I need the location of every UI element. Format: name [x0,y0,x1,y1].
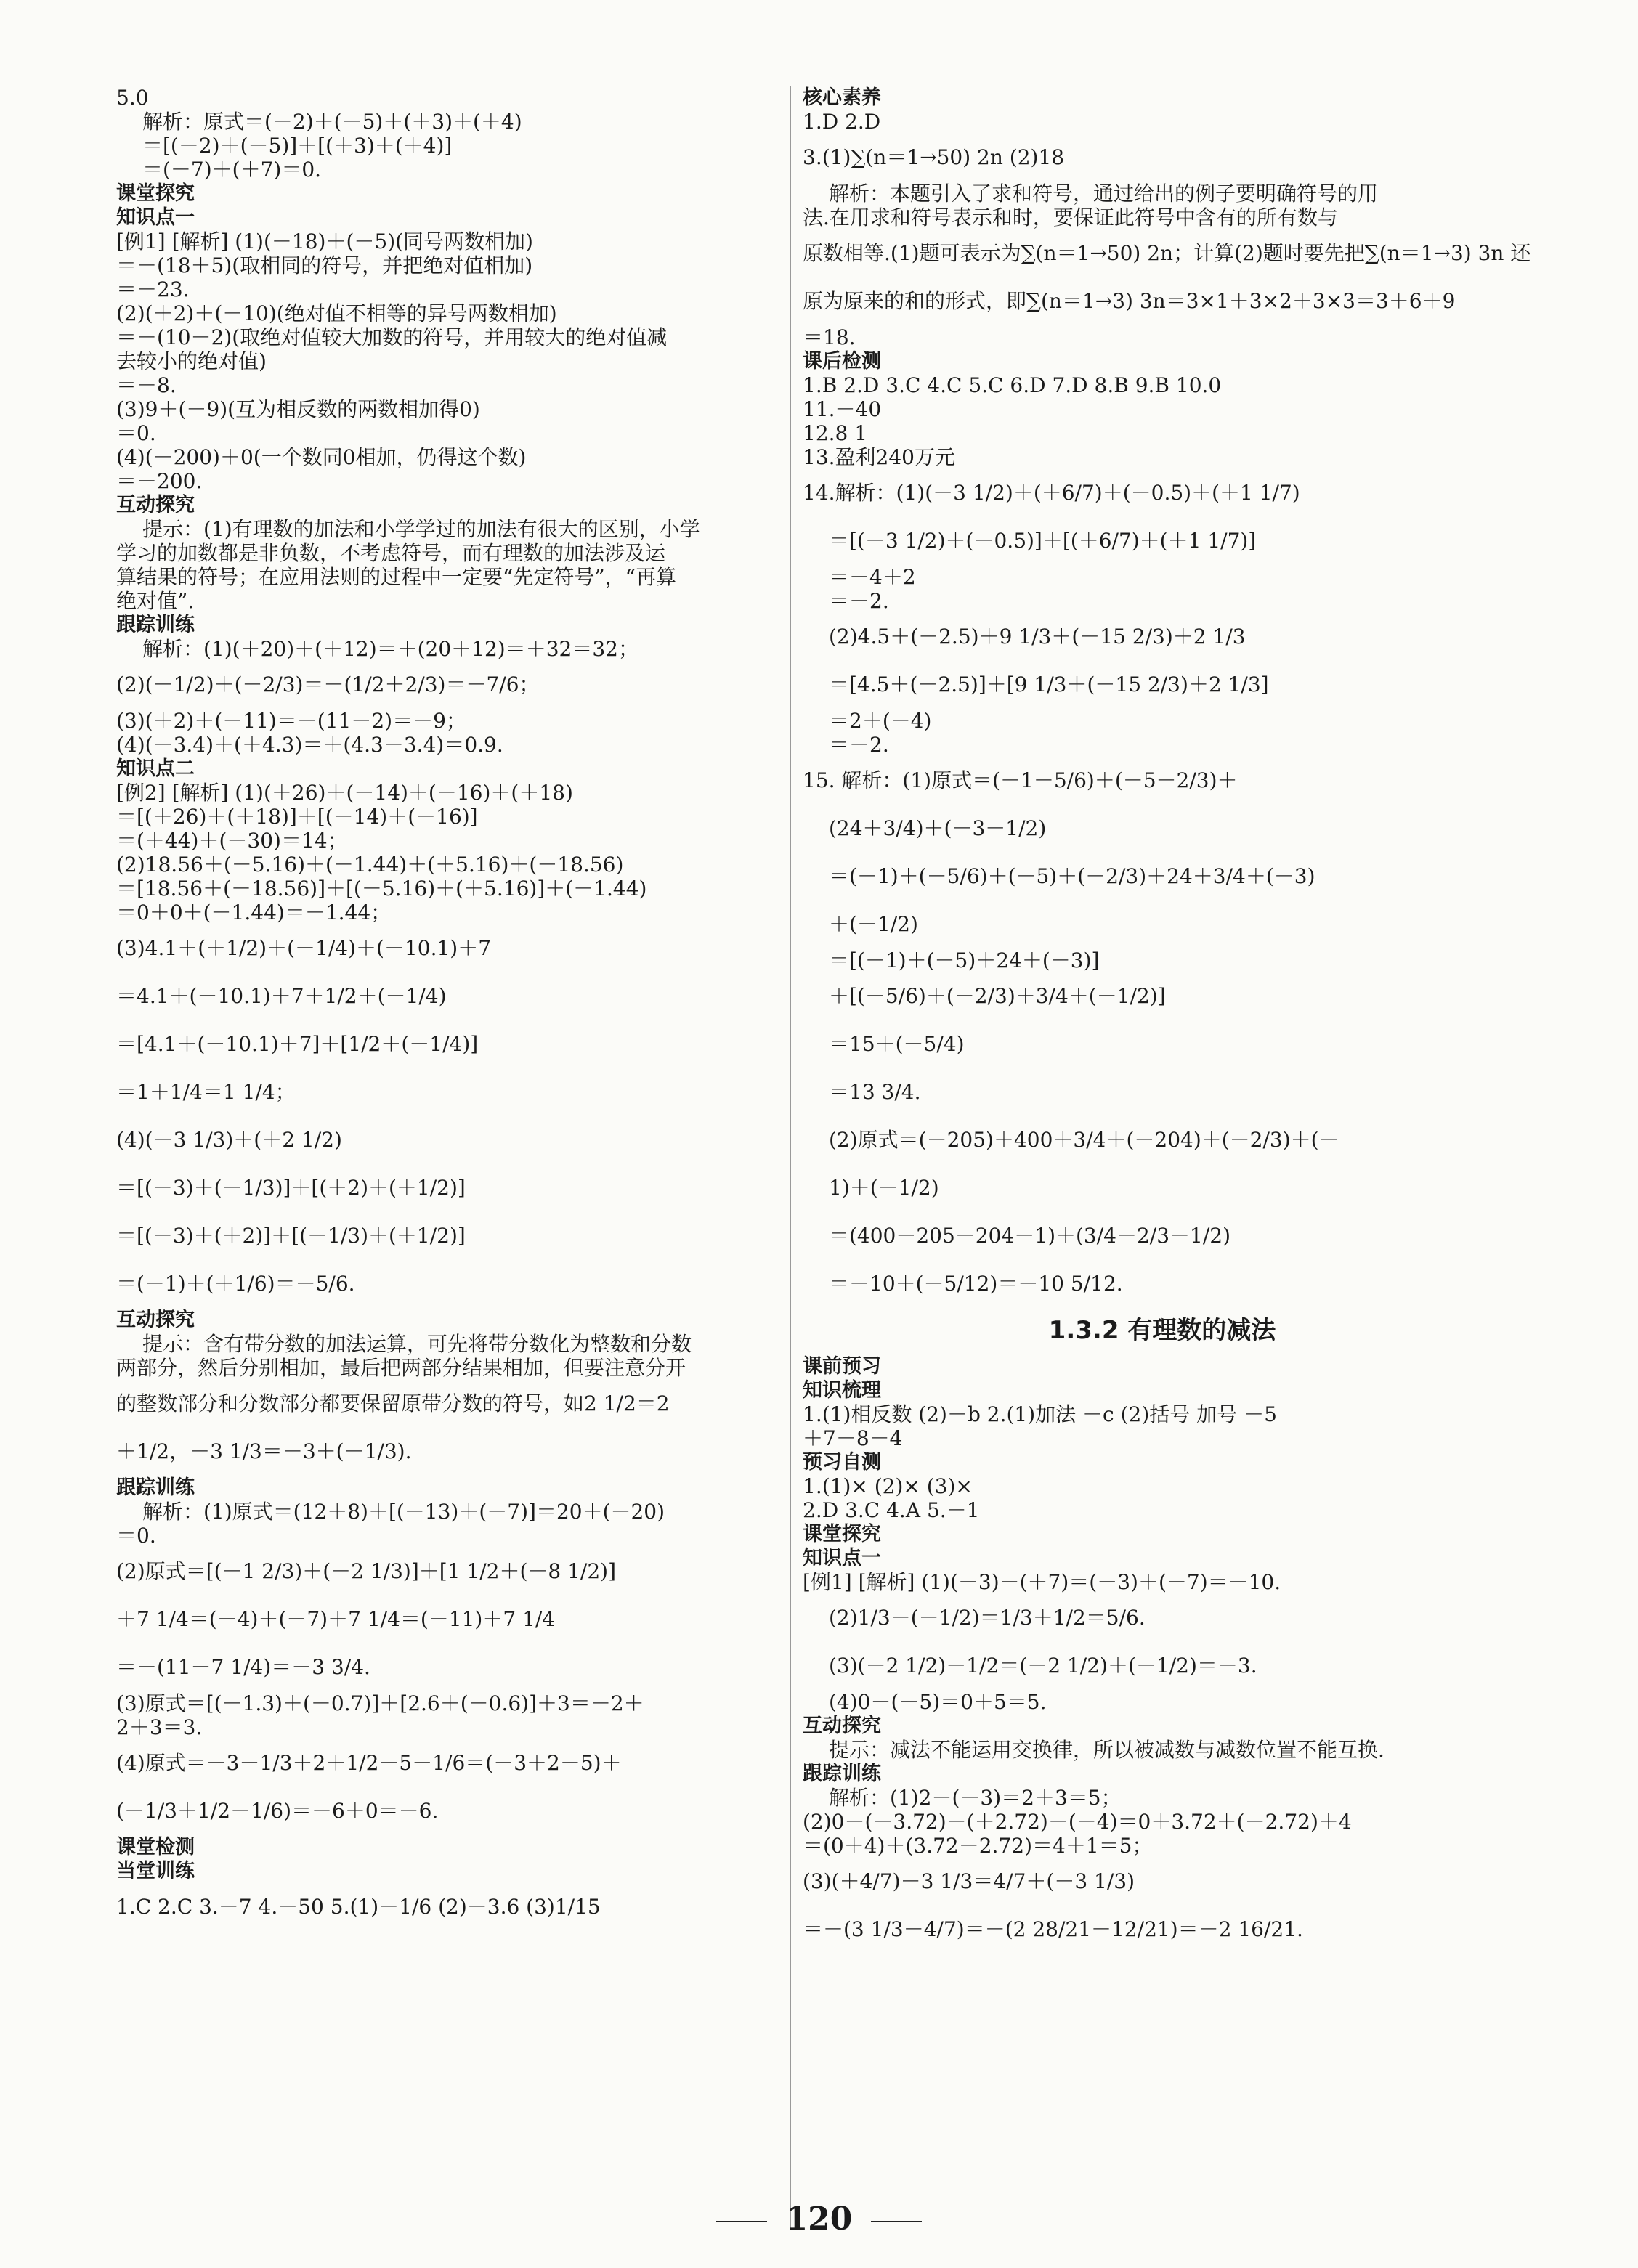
answer-line: ＝－8. [116,373,177,397]
answer-line: 1.B 2.D 3.C 4.C 5.C 6.D 7.D 8.B 9.B 10.0 [803,373,1222,397]
answer-line: 解析：原式＝(－2)＋(－5)＋(＋3)＋(＋4) [142,110,522,134]
answer-line: ＝(－7)＋(＋7)＝0. [142,158,322,182]
answer-line: 解析：(1)(＋20)＋(＋12)＝＋(20＋12)＝＋32＝32； [142,637,638,661]
answer-line: ＝2＋(－4) [829,709,932,733]
answer-line: ＝－4＋2 [829,565,916,589]
answer-line: ＝0. [116,421,156,445]
answer-line: ＝－200. [116,469,203,493]
answer-line: 15. 解析：(1)原式＝(－1－5/6)＋(－5－2/3)＋ [803,768,1238,792]
right-column [803,86,1531,1954]
answer-line: ＝[(－3 1/2)＋(－0.5)]＋[(＋6/7)＋(＋1 1/7)] [829,529,1257,553]
answer-line: 1.(1)相反数 (2)－b 2.(1)加法 －c (2)括号 加号 －5 [803,1402,1277,1426]
answer-line: (3)(＋4/7)－3 1/3＝4/7＋(－3 1/3) [803,1869,1135,1893]
section-heading: 跟踪训练 [116,1476,195,1499]
answer-line: 学习的加数都是非负数，不考虑符号，而有理数的加法涉及运 [116,541,666,565]
answer-line: 的整数部分和分数部分都要保留原带分数的符号，如2 1/2＝2 [116,1391,670,1415]
answer-line: 法.在用求和符号表示和时，要保证此符号中含有的所有数与 [803,206,1338,229]
answer-line: ＝[(－2)＋(－5)]＋[(＋3)＋(＋4)] [142,134,453,158]
answer-line: ＝0. [116,1524,156,1548]
answer-line: ＝1＋1/4＝1 1/4； [116,1080,296,1104]
section-heading: 互动探究 [116,1309,195,1331]
section-heading: 课后检测 [803,350,881,373]
section-heading: 课堂探究 [116,182,195,205]
section-heading: 知识点二 [116,757,195,780]
answer-line: (2)0－(－3.72)－(＋2.72)－(－4)＝0＋3.72＋(－2.72)＋4 [803,1810,1352,1834]
answer-line: ＝(＋44)＋(－30)＝14； [116,829,348,853]
answer-line: ＝－23. [116,277,190,301]
section-title: 1.3.2 有理数的减法 [1048,1316,1276,1345]
section-heading: 知识点一 [803,1547,881,1569]
answer-line: ＝(－1)＋(＋1/6)＝－5/6. [116,1272,355,1296]
answer-line: ＝(400－205－204－1)＋(3/4－2/3－1/2) [829,1224,1231,1248]
answer-line: ＝18. [803,325,856,349]
answer-line: (2)(－1/2)＋(－2/3)＝－(1/2＋2/3)＝－7/6； [116,672,540,696]
answer-line: 提示：含有带分数的加法运算，可先将带分数化为整数和分数 [142,1332,692,1356]
page-number-footer [0,2200,1638,2237]
answer-line: 1)＋(－1/2) [829,1176,939,1200]
answer-line: (2)4.5＋(－2.5)＋9 1/3＋(－15 2/3)＋2 1/3 [829,625,1246,649]
answer-line: 提示：减法不能运用交换律，所以被减数与减数位置不能互换. [829,1738,1384,1762]
answer-line: [例2] [解析] (1)(＋26)＋(－14)＋(－16)＋(＋18) [116,781,573,805]
answer-line: ＋7 1/4＝(－4)＋(－7)＋7 1/4＝(－11)＋7 1/4 [116,1607,556,1631]
answer-line: (3)(＋2)＋(－11)＝－(11－2)＝－9； [116,709,466,733]
answer-line: 1.C 2.C 3.－7 4.－50 5.(1)－1/6 (2)－3.6 (3)1/15 [116,1895,601,1919]
answer-line: ＝－10＋(－5/12)＝－10 5/12. [829,1272,1123,1296]
answer-line: (2)1/3－(－1/2)＝1/3＋1/2＝5/6. [829,1606,1146,1630]
answer-line: (4)(－200)＋0(一个数同0相加，仍得这个数) [116,445,527,469]
answer-line: ＝(0＋4)＋(3.72－2.72)＝4＋1＝5； [803,1834,1153,1858]
section-heading: 预习自测 [803,1451,881,1474]
answer-line: (3)(－2 1/2)－1/2＝(－2 1/2)＋(－1/2)＝－3. [829,1654,1257,1678]
answer-line: ＝[18.56＋(－18.56)]＋[(－5.16)＋(＋5.16)]＋(－1.44) [116,877,647,901]
answer-line: ＝[(－3)＋(＋2)]＋[(－1/3)＋(＋1/2)] [116,1224,466,1248]
section-heading: 课前预习 [803,1355,881,1378]
answer-line: ＝[4.5＋(－2.5)]＋[9 1/3＋(－15 2/3)＋2 1/3] [829,672,1269,696]
answer-line: [例1] [解析] (1)(－3)－(＋7)＝(－3)＋(－7)＝－10. [803,1570,1281,1594]
answer-line: (2)原式＝[(－1 2/3)＋(－2 1/3)]＋[1 1/2＋(－8 1/2)] [116,1559,617,1583]
answer-line: ＝－(3 1/3－4/7)＝－(2 28/21－12/21)＝－2 16/21. [803,1917,1303,1941]
answer-line: 两部分，然后分别相加，最后把两部分结果相加，但要注意分开 [116,1356,686,1380]
answer-line: 提示：(1)有理数的加法和小学学过的加法有很大的区别，小学 [142,517,700,541]
answer-line: ＝[4.1＋(－10.1)＋7]＋[1/2＋(－1/4)] [116,1032,479,1056]
answer-line: ＝4.1＋(－10.1)＋7＋1/2＋(－1/4) [116,984,447,1008]
answer-line: 13.盈利240万元 [803,445,955,469]
answer-line: ＝[(－1)＋(－5)＋24＋(－3)] [829,948,1100,972]
answer-line: 解析：本题引入了求和符号，通过给出的例子要明确符号的用 [829,182,1379,206]
answer-line: (2)(＋2)＋(－10)(绝对值不相等的异号两数相加) [116,301,557,325]
answer-line: ＝13 3/4. [829,1080,921,1104]
page-number: 120 [785,2200,853,2237]
answer-line: (3)4.1＋(＋1/2)＋(－1/4)＋(－10.1)＋7 [116,936,492,960]
answer-line: ＝(－1)＋(－5/6)＋(－5)＋(－2/3)＋24＋3/4＋(－3) [829,864,1315,888]
section-heading: 当堂训练 [116,1860,195,1882]
section-heading: 课堂检测 [116,1836,195,1858]
answer-line: 解析：(1)原式＝(12＋8)＋[(－13)＋(－7)]＝20＋(－20) [142,1500,665,1524]
section-heading: 跟踪训练 [116,614,195,636]
answer-line: (3)9＋(－9)(互为相反数的两数相加得0) [116,397,480,421]
answer-line: ＝－2. [829,589,889,613]
answer-line: (24＋3/4)＋(－3－1/2) [829,816,1047,840]
answer-line: 2＋3＝3. [116,1715,203,1739]
footer-rule-right [871,2221,922,2222]
answer-line: (－1/3＋1/2－1/6)＝－6＋0＝－6. [116,1799,439,1823]
answer-line: ＝－(10－2)(取绝对值较大加数的符号，并用较大的绝对值减 [116,325,668,349]
answer-line: 算结果的符号；在应用法则的过程中一定要“先定符号”，“再算 [116,565,676,589]
answer-line: ＝0＋0＋(－1.44)＝－1.44； [116,901,392,924]
answer-line: (2)18.56＋(－5.16)＋(－1.44)＋(＋5.16)＋(－18.56) [116,853,624,877]
section-heading: 课堂探究 [803,1523,881,1545]
answer-line: 5.0 [116,86,149,110]
left-column [116,86,784,1931]
answer-line: ＝－(18＋5)(取相同的符号，并把绝对值相加) [116,253,533,277]
answer-line: 解析：(1)2－(－3)＝2＋3＝5； [829,1786,1122,1810]
answer-line: (3)原式＝[(－1.3)＋(－0.7)]＋[2.6＋(－0.6)]＋3＝－2＋ [116,1691,644,1715]
answer-line: 2.D 3.C 4.A 5.－1 [803,1498,980,1522]
section-heading: 知识点一 [116,206,195,229]
answer-line: ＝－(11－7 1/4)＝－3 3/4. [116,1655,370,1679]
answer-line: [例1] [解析] (1)(－18)＋(－5)(同号两数相加) [116,229,533,253]
answer-line: (4)原式＝－3－1/3＋2＋1/2－5－1/6＝(－3＋2－5)＋ [116,1751,622,1775]
answer-line: 12.8 1 [803,421,868,445]
answer-line: ＝[(－3)＋(－1/3)]＋[(＋2)＋(＋1/2)] [116,1176,466,1200]
answer-line: ＝－2. [829,733,889,757]
answer-line: 原为原来的和的形式，即∑(n＝1→3) 3n＝3×1＋3×2＋3×3＝3＋6＋9 [803,289,1456,313]
answer-line: (2)原式＝(－205)＋400＋3/4＋(－204)＋(－2/3)＋(－ [829,1128,1339,1152]
answer-line: 1.(1)× (2)× (3)× [803,1474,973,1498]
section-heading: 核心素养 [803,86,881,109]
footer-rule-left [716,2221,767,2222]
answer-line: ＋(－1/2) [829,912,918,936]
answer-line: 绝对值”. [116,589,195,613]
answer-line: 14.解析：(1)(－3 1/2)＋(＋6/7)＋(－0.5)＋(＋1 1/7) [803,481,1300,505]
answer-line: 去较小的绝对值) [116,349,267,373]
answer-line: (4)(－3 1/3)＋(＋2 1/2) [116,1128,342,1152]
answer-line: 1.D 2.D [803,110,881,134]
answer-line: ＝15＋(－5/4) [829,1032,965,1056]
column-divider [790,86,791,2228]
answer-line: 11.－40 [803,397,882,421]
section-heading: 互动探究 [116,494,195,516]
answer-line: 3.(1)∑(n＝1→50) 2n (2)18 [803,145,1065,169]
answer-line: (4)(－3.4)＋(＋4.3)＝＋(4.3－3.4)＝0.9. [116,733,503,757]
answer-line: 原数相等.(1)题可表示为∑(n＝1→50) 2n；计算(2)题时要先把∑(n＝1→3) 3n 还 [803,241,1531,265]
answer-line: ＋[(－5/6)＋(－2/3)＋3/4＋(－1/2)] [829,984,1166,1008]
section-heading: 知识梳理 [803,1379,881,1402]
section-heading: 跟踪训练 [803,1763,881,1785]
answer-line: ＝[(＋26)＋(＋18)]＋[(－14)＋(－16)] [116,805,478,829]
answer-line: ＋1/2，－3 1/3＝－3＋(－1/3). [116,1439,412,1463]
section-heading: 互动探究 [803,1715,881,1737]
answer-line: ＋7－8－4 [803,1426,903,1450]
answer-line: (4)0－(－5)＝0＋5＝5. [829,1690,1047,1714]
